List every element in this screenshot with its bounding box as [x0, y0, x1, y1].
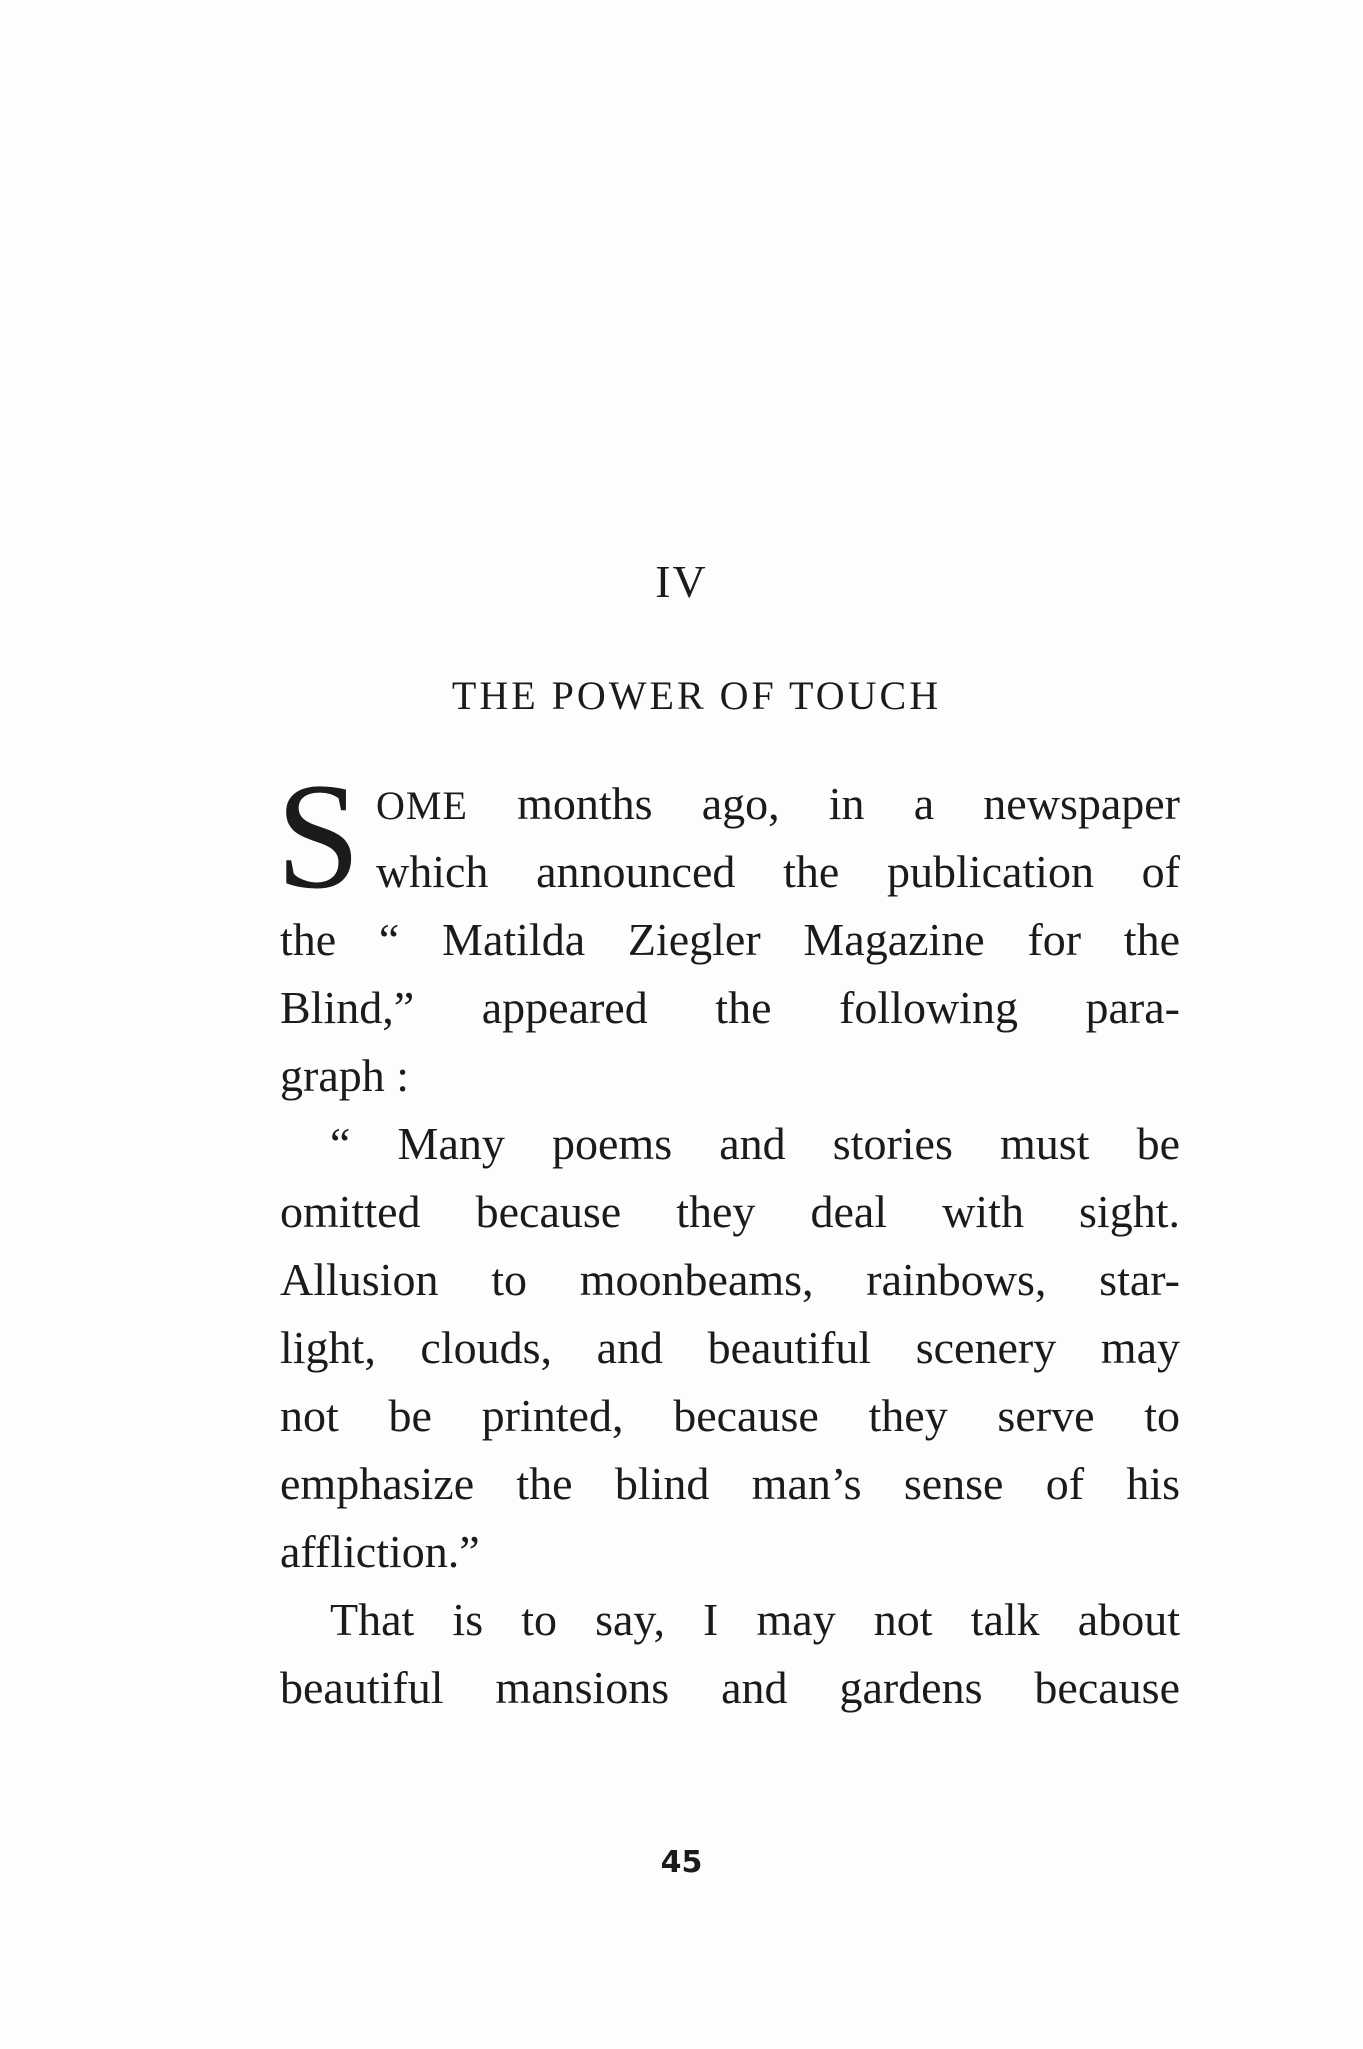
first-word-smallcaps: OME	[376, 783, 468, 828]
text-line: affliction.”	[280, 1526, 480, 1577]
opening-paragraph-start	[276, 752, 1180, 920]
text-line	[280, 770, 1180, 838]
text-line: Blind,” appeared the following para-	[280, 982, 1180, 1033]
line-text: months ago, in a newspaper	[517, 778, 1180, 829]
chapter-number: IV	[655, 556, 708, 607]
body-text	[276, 752, 1180, 1722]
text-line: graph :	[280, 1050, 410, 1101]
text-line: omitted because they deal with sight.	[280, 1186, 1180, 1237]
text-line: not be printed, because they serve to	[280, 1390, 1180, 1441]
text-line: the “ Matilda Ziegler Magazine for the	[280, 914, 1180, 965]
drop-cap: S	[276, 752, 361, 920]
text-line: “ Many poems and stories must be	[330, 1118, 1180, 1169]
text-line: emphasize the blind man’s sense of his	[280, 1458, 1180, 1509]
text-line: light, clouds, and beautiful scenery may	[280, 1322, 1180, 1373]
text-line: which announced the publication of	[376, 846, 1180, 897]
chapter-title: THE POWER OF TOUCH	[451, 673, 942, 718]
page-number: 45	[660, 1845, 703, 1880]
text-line: That is to say, I may not talk about	[330, 1594, 1180, 1645]
text-line: Allusion to moonbeams, rainbows, star-	[280, 1254, 1180, 1305]
text-line: beautiful mansions and gardens because	[280, 1662, 1180, 1713]
